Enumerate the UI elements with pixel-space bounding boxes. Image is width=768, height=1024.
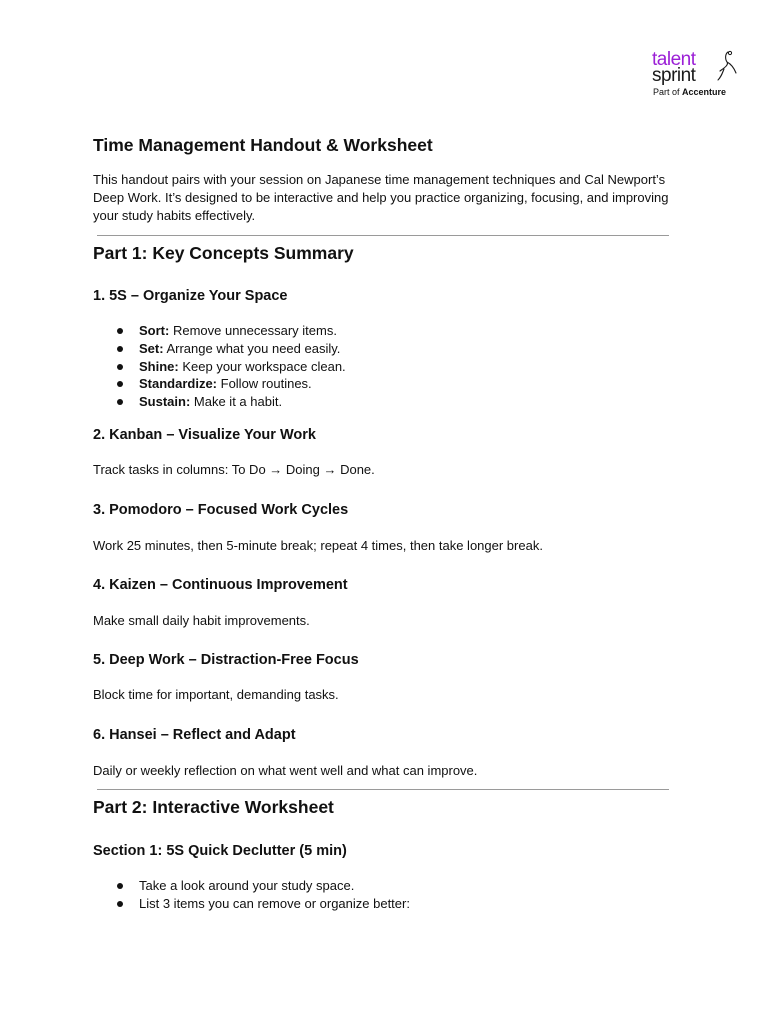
section-pomodoro-heading: 3. Pomodoro – Focused Work Cycles (93, 502, 349, 518)
list-item: List 3 items you can remove or organize better: (117, 895, 410, 913)
list-item (117, 322, 346, 340)
list-item: Take a look around your study space. (117, 877, 410, 895)
section-kanban-heading: 2. Kanban – Visualize Your Work (93, 427, 316, 443)
5s-list (117, 322, 346, 411)
section-kaizen-text: Make small daily habit improvements. (93, 613, 310, 628)
list-item-text: Make it a habit. (190, 394, 283, 410)
list-item-term: Standardize: (139, 376, 218, 392)
divider (97, 235, 669, 236)
list-item-term: Sort: (139, 323, 170, 338)
divider (97, 789, 669, 790)
list-item (117, 375, 346, 393)
list-item-text: Arrange what you need easily. (163, 340, 341, 356)
list-item-term: Shine: (139, 358, 179, 374)
list-item (117, 358, 346, 376)
list-item (117, 393, 346, 411)
page-title: Time Management Handout & Worksheet (93, 135, 433, 155)
runner-swoosh-icon (714, 50, 740, 82)
section-5s-heading: 1. 5S – Organize Your Space (93, 288, 288, 304)
list-item-text: Keep your workspace clean. (178, 358, 346, 374)
logo-word-sprint: sprint (652, 65, 696, 86)
list-item (117, 340, 346, 358)
logo-word-talent: talent (652, 49, 696, 70)
worksheet-section1-heading: Section 1: 5S Quick Declutter (5 min) (93, 843, 347, 859)
list-item-text: Remove unnecessary items. (169, 323, 337, 338)
intro-paragraph: This handout pairs with your session on Japanese time management techniques and Cal Newport’s Deep Work. It’s designed to be interactive and help you practice organizing, focusing, and improving your study habits effectively. (93, 172, 669, 223)
section-hansei-text: Daily or weekly reflection on what went well and what can improve. (93, 763, 478, 778)
section-deepwork-text: Block time for important, demanding tasks. (93, 687, 339, 702)
logo-tagline (653, 87, 726, 97)
list-item-term: Sustain: (139, 394, 191, 410)
section-pomodoro-text: Work 25 minutes, then 5-minute break; repeat 4 times, then take longer break. (93, 538, 543, 553)
part2-heading: Part 2: Interactive Worksheet (93, 797, 334, 817)
talentsprint-logo (652, 50, 742, 100)
logo-tagline-brand: Accenture (682, 87, 727, 97)
part1-heading: Part 1: Key Concepts Summary (93, 243, 354, 263)
section-hansei-heading: 6. Hansei – Reflect and Adapt (93, 727, 296, 743)
section-kanban-text: Track tasks in columns: To Do → Doing → Done. (93, 462, 375, 477)
logo-tagline-prefix: Part of (653, 87, 683, 97)
list-item-term: Set: (139, 340, 164, 356)
list-item-text: Follow routines. (217, 376, 312, 392)
section-deepwork-heading: 5. Deep Work – Distraction-Free Focus (93, 652, 359, 668)
worksheet-section1-list (117, 877, 410, 913)
section-kaizen-heading: 4. Kaizen – Continuous Improvement (93, 577, 348, 593)
